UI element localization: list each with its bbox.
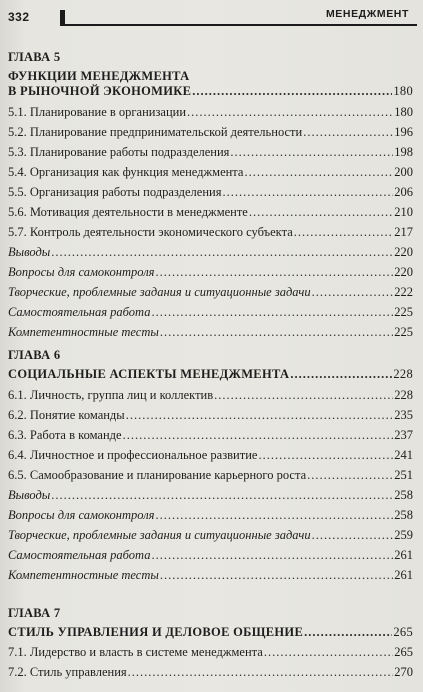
toc-entry[interactable] <box>8 162 413 182</box>
toc-entry[interactable] <box>8 322 413 342</box>
toc-entry[interactable] <box>8 262 413 282</box>
leader-dots <box>304 625 392 640</box>
page-ref: 251 <box>394 468 413 482</box>
header-rule <box>65 24 417 26</box>
leader-dots <box>244 162 393 182</box>
leader-dots <box>294 222 393 242</box>
entry-title: Самостоятельная работа <box>8 305 151 319</box>
page-ref: 258 <box>394 508 413 522</box>
page-ref: 235 <box>394 408 413 422</box>
page-ref: 180 <box>393 84 413 98</box>
entry-title: Вопросы для самоконтроля <box>8 265 155 279</box>
page-ref: 220 <box>394 245 413 259</box>
leader-dots <box>214 385 393 405</box>
entry-title: 6.4. Личностное и профессиональное развитие <box>8 448 258 462</box>
page-ref: 265 <box>394 645 413 659</box>
chapter-title-entry[interactable] <box>8 367 413 382</box>
leader-dots <box>230 142 393 162</box>
leader-dots <box>160 322 393 342</box>
entry-title: 6.5. Самообразование и планирование карьерного роста <box>8 468 307 482</box>
chapter-title: СТИЛЬ УПРАВЛЕНИЯ И ДЕЛОВОЕ ОБЩЕНИЕ <box>8 625 304 639</box>
entry-title: 5.3. Планирование работы подразделения <box>8 145 230 159</box>
entry-title: 6.1. Личность, группа лиц и коллектив <box>8 388 214 402</box>
page-ref: 225 <box>394 305 413 319</box>
toc-entry[interactable] <box>8 565 413 585</box>
chapter-label: ГЛАВА 6 <box>8 348 61 362</box>
page-ref: 225 <box>394 325 413 339</box>
toc-entry[interactable] <box>8 182 413 202</box>
toc-entry[interactable] <box>8 222 413 242</box>
leader-dots <box>307 465 393 485</box>
page-ref: 228 <box>393 367 413 381</box>
leader-dots <box>151 545 393 565</box>
leader-dots <box>192 84 392 99</box>
leader-dots <box>126 405 394 425</box>
toc-entry[interactable] <box>8 122 413 142</box>
page-ref: 265 <box>393 625 413 639</box>
entry-title: Компетентностные тесты <box>8 568 159 582</box>
chapter-label: ГЛАВА 5 <box>8 50 61 64</box>
entry-title: 5.4. Организация как функция менеджмента <box>8 165 244 179</box>
chapter-label: ГЛАВА 7 <box>8 606 61 620</box>
page-ref: 241 <box>394 448 413 462</box>
toc-entry[interactable] <box>8 282 413 302</box>
entry-title: 7.2. Стиль управления <box>8 665 127 679</box>
leader-dots <box>123 425 394 445</box>
running-title: МЕНЕДЖМЕНТ <box>325 8 409 20</box>
toc-entry[interactable] <box>8 242 413 262</box>
entry-title: 5.7. Контроль деятельности экономического субъекта <box>8 225 293 239</box>
toc-entry[interactable] <box>8 425 413 445</box>
page-ref: 198 <box>394 145 413 159</box>
leader-dots <box>160 565 393 585</box>
page-ref: 200 <box>394 165 413 179</box>
page-ref: 217 <box>394 225 413 239</box>
entry-title: 7.1. Лидерство и власть в системе менеджмента <box>8 645 263 659</box>
leader-dots <box>187 102 393 122</box>
page-ref: 222 <box>394 285 413 299</box>
leader-dots <box>151 302 393 322</box>
page-ref: 258 <box>394 488 413 502</box>
toc-entry[interactable] <box>8 465 413 485</box>
toc-entry[interactable] <box>8 385 413 405</box>
leader-dots <box>258 445 393 465</box>
toc-entry[interactable] <box>8 485 413 505</box>
toc-entry[interactable] <box>8 202 413 222</box>
entry-title: 5.6. Мотивация деятельности в менеджменте <box>8 205 248 219</box>
page-ref: 206 <box>394 185 413 199</box>
leader-dots <box>51 485 393 505</box>
page-ref: 261 <box>394 548 413 562</box>
page-ref: 237 <box>394 428 413 442</box>
toc-entry[interactable] <box>8 525 413 545</box>
chapter-5 <box>8 50 413 342</box>
leader-dots <box>312 282 394 302</box>
toc-entry[interactable] <box>8 142 413 162</box>
chapter-6 <box>8 348 413 585</box>
chapter-title: ФУНКЦИИ МЕНЕДЖМЕНТА <box>8 69 190 83</box>
entry-title: Творческие, проблемные задания и ситуационные задачи <box>8 528 311 542</box>
page-ref: 210 <box>394 205 413 219</box>
leader-dots <box>264 642 393 662</box>
leader-dots <box>128 662 394 682</box>
page-number: 332 <box>8 10 30 24</box>
page-ref: 180 <box>394 105 413 119</box>
leader-dots <box>303 122 393 142</box>
entry-title: 6.3. Работа в команде <box>8 428 122 442</box>
leader-dots <box>51 242 393 262</box>
leader-dots <box>249 202 393 222</box>
chapter-title-entry[interactable] <box>8 84 413 99</box>
toc-entry[interactable] <box>8 662 413 682</box>
chapter-7 <box>8 606 413 682</box>
entry-title: Выводы <box>8 488 51 502</box>
entry-title: 5.1. Планирование в организации <box>8 105 187 119</box>
toc-entry[interactable] <box>8 302 413 322</box>
chapter-title: СОЦИАЛЬНЫЕ АСПЕКТЫ МЕНЕДЖМЕНТА <box>8 367 290 381</box>
chapter-title: В РЫНОЧНОЙ ЭКОНОМИКЕ <box>8 84 192 98</box>
entry-title: 5.2. Планирование предпринимательской деятельности <box>8 125 303 139</box>
page-header <box>6 4 417 30</box>
page-ref: 261 <box>394 568 413 582</box>
entry-title: 6.2. Понятие команды <box>8 408 125 422</box>
entry-title: Вопросы для самоконтроля <box>8 508 155 522</box>
entry-title: Компетентностные тесты <box>8 325 159 339</box>
toc-entry[interactable] <box>8 642 413 662</box>
toc-entry[interactable] <box>8 505 413 525</box>
leader-dots <box>290 367 392 382</box>
page-ref: 220 <box>394 265 413 279</box>
page-ref: 259 <box>394 528 413 542</box>
leader-dots <box>312 525 394 545</box>
entry-title: Самостоятельная работа <box>8 548 151 562</box>
toc-entry[interactable] <box>8 405 413 425</box>
leader-dots <box>155 505 393 525</box>
entry-title: Творческие, проблемные задания и ситуационные задачи <box>8 285 311 299</box>
toc-entry[interactable] <box>8 102 413 122</box>
page-ref: 196 <box>394 125 413 139</box>
page-ref: 228 <box>394 388 413 402</box>
entry-title: 5.5. Организация работы подразделения <box>8 185 222 199</box>
entry-title: Выводы <box>8 245 51 259</box>
toc-entry[interactable] <box>8 445 413 465</box>
chapter-title-entry[interactable] <box>8 625 413 640</box>
leader-dots <box>222 182 393 202</box>
toc-entry[interactable] <box>8 545 413 565</box>
leader-dots <box>155 262 393 282</box>
page-ref: 270 <box>394 665 413 679</box>
